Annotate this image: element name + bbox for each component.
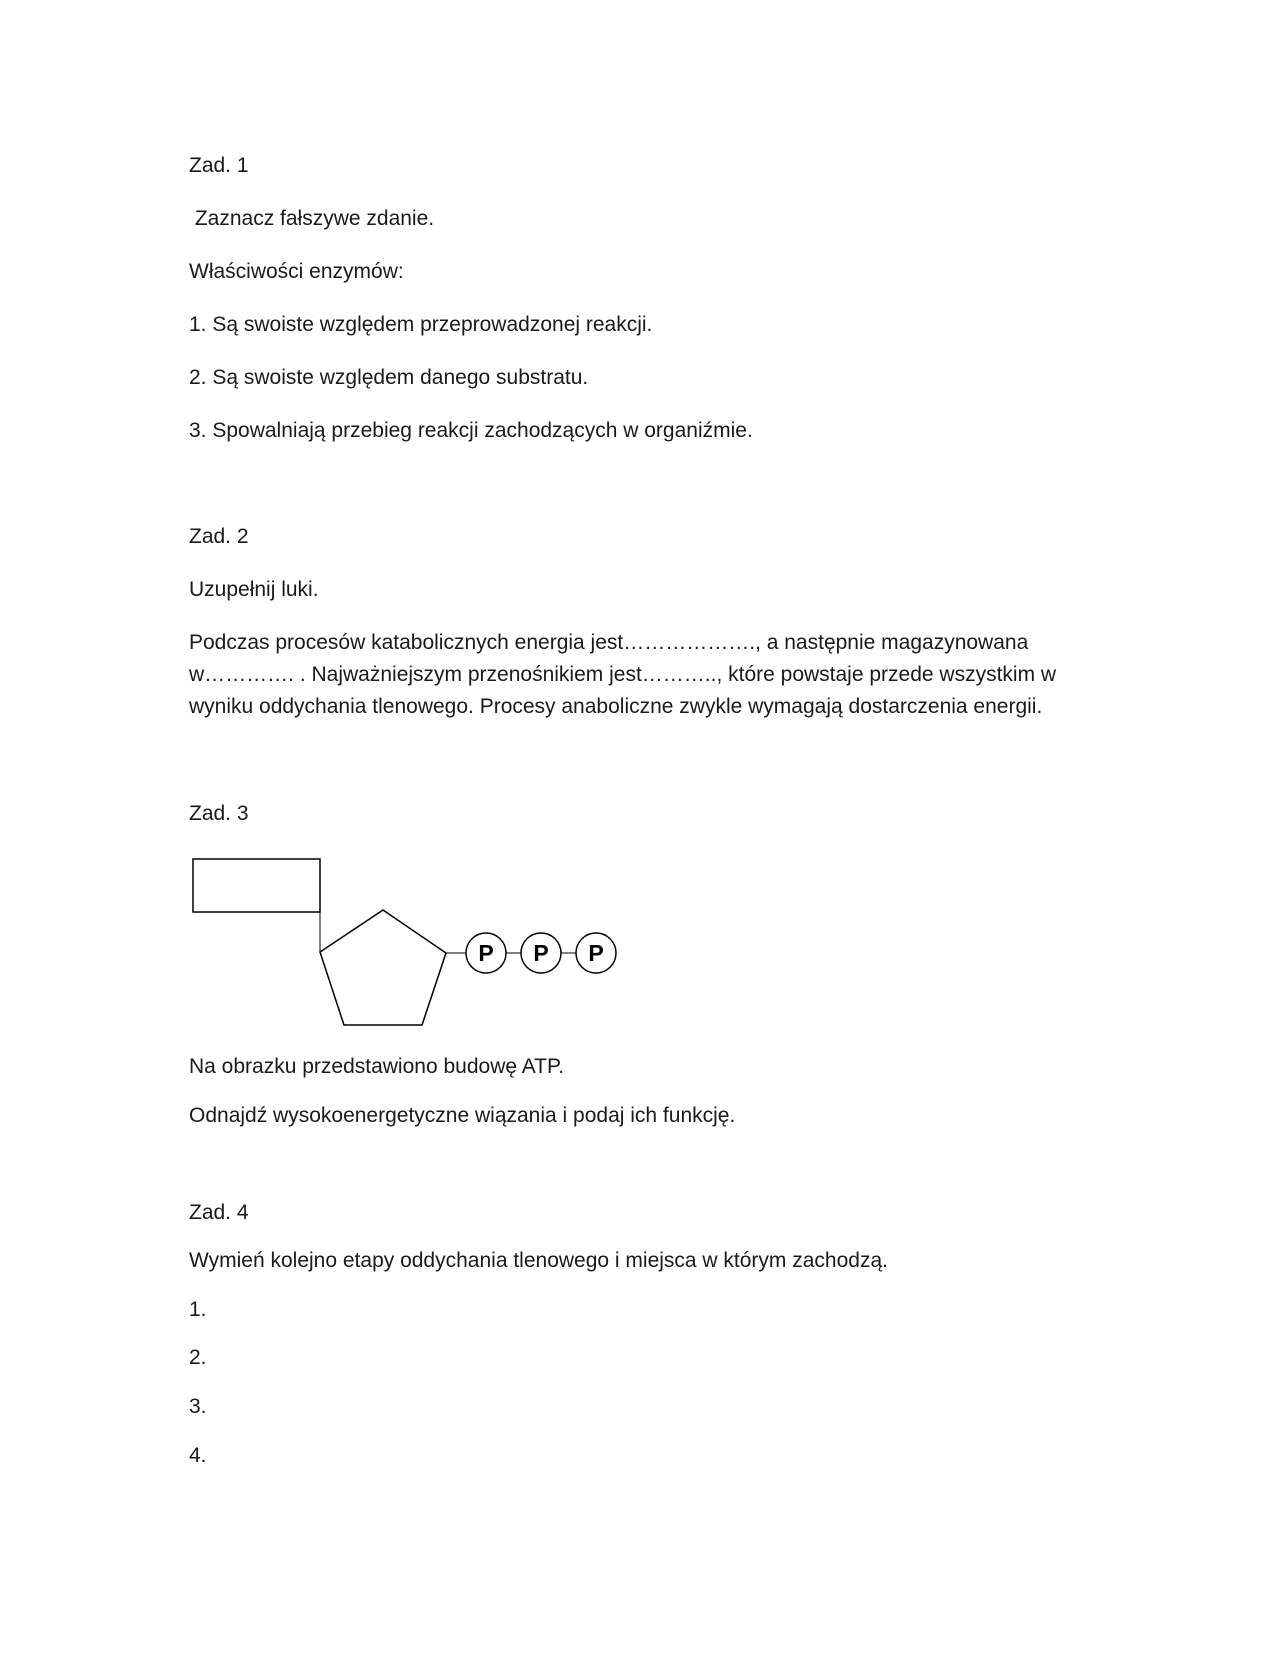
task3-caption: Na obrazku przedstawiono budowę ATP. xyxy=(189,1055,565,1078)
task3-heading: Zad. 3 xyxy=(189,802,249,825)
base-box xyxy=(193,859,320,912)
task2-instruction: Uzupełnij luki. xyxy=(189,578,319,601)
task2-paragraph: Podczas procesów katabolicznych energia jest………………., a następnie magazynowana w…………. . Najważniejszym przenośnikiem jest……….., które powstaje przede wszystkim w wyniku oddychania tlenowego. Procesy anaboliczne zwykle wymagają dostarczenia energii. xyxy=(189,631,1057,718)
ribose-pentagon xyxy=(320,910,446,1025)
task4-instruction: Wymień kolejno etapy oddychania tlenowego i miejsca w którym zachodzą. xyxy=(189,1249,888,1272)
task3-question: Odnajdź wysokoenergetyczne wiązania i podaj ich funkcję. xyxy=(189,1104,736,1127)
atp-structure-diagram xyxy=(189,855,629,1035)
task1-subheading: Właściwości enzymów: xyxy=(189,260,404,283)
phosphate-label-3: P xyxy=(588,940,604,966)
task4-number-4: 4. xyxy=(189,1444,207,1467)
task4-number-3: 3. xyxy=(189,1395,207,1418)
phosphate-label-2: P xyxy=(533,940,549,966)
task1-instruction: Zaznacz fałszywe zdanie. xyxy=(189,207,435,230)
task1-item-3: 3. Spowalniają przebieg reakcji zachodzących w organiźmie. xyxy=(189,419,753,442)
task4-number-1: 1. xyxy=(189,1298,207,1321)
task1-item-1: 1. Są swoiste względem przeprowadzonej reakcji. xyxy=(189,313,653,336)
phosphate-label-1: P xyxy=(478,940,494,966)
task4-heading: Zad. 4 xyxy=(189,1201,249,1224)
task1-heading: Zad. 1 xyxy=(189,154,249,177)
task4-number-2: 2. xyxy=(189,1346,207,1369)
task1-item-2: 2. Są swoiste względem danego substratu. xyxy=(189,366,589,389)
task2-heading: Zad. 2 xyxy=(189,525,249,548)
